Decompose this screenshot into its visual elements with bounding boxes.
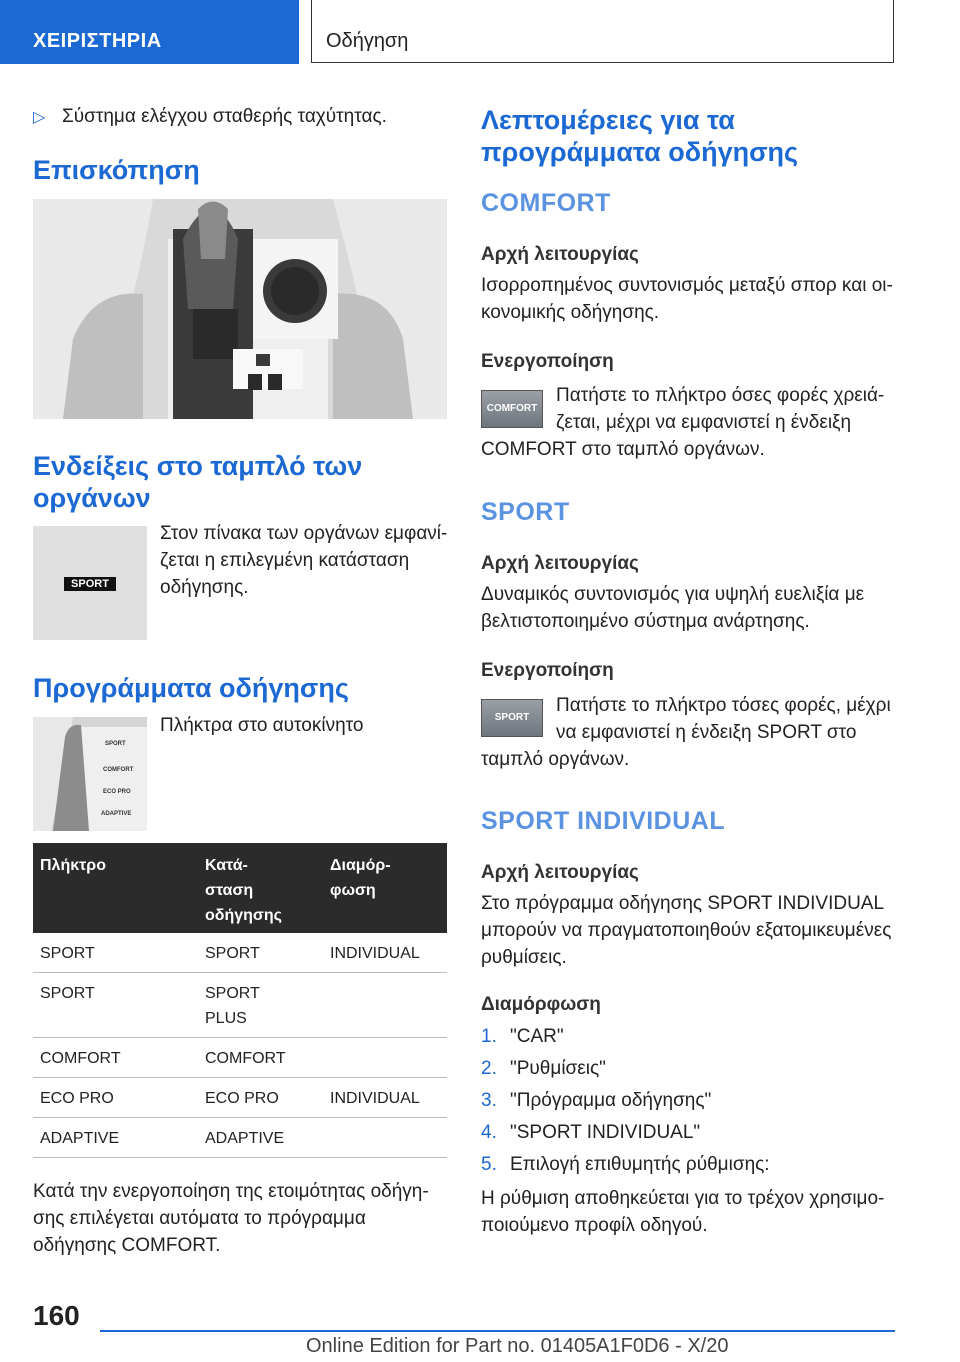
list-item: Επιλογή επιθυμητής ρύθμισης: [510,1154,770,1175]
section-tab [0,0,299,64]
comfort-activation-text-3: COMFORT στο ταμπλό οργάνων. [481,439,765,460]
table-row: ADAPTIVE ADAPTIVE [33,1118,447,1158]
sport-activation-text-2: να εμφανιστεί η ένδειξη SPORT στο [556,722,857,743]
comfort-button-label: COMFORT [486,403,538,414]
config-title: Διαμόρφωση [481,994,601,1015]
sport-principle-title: Αρχή λειτουργίας [481,553,639,574]
section-title: ΧΕΙΡΙΣΤΗΡΙΑ [33,30,162,52]
sport-indicator-label: SPORT [64,577,116,591]
footer-edition: Online Edition for Part no. 01405A1F0D6 - X/20 [306,1335,729,1357]
list-item: "Πρόγραμμα οδήγησης" [510,1090,712,1111]
closing-text: Κατά την ενεργοποίηση της ετοιμότητας οδήγη-σης επιλέγεται αυτόματα το πρόγραμμα οδήγησης COMFORT. [33,1181,429,1256]
footer-divider [100,1330,895,1332]
table-header-config: Διαμόρ- φωση [330,857,391,899]
console-overview-image [33,199,447,419]
sport-activation-text-3: ταμπλό οργάνων. [481,749,630,770]
drive-buttons-image [33,717,147,831]
table-row: SPORT SPORT INDIVIDUAL [33,933,447,973]
console-label-sport: SPORT [105,741,126,747]
sport-button-image [481,699,543,737]
list-item: "SPORT INDIVIDUAL" [510,1122,701,1143]
sport-individual-principle-text: Στο πρόγραμμα οδήγησης SPORT INDIVIDUAL μπορούν να πραγματοποιηθούν εξατομικευμένες ρυθμίσεις. [481,893,892,968]
comfort-heading: COMFORT [481,189,611,217]
console-label-eco-pro: ECO PRO [103,789,131,795]
console-label-comfort: COMFORT [103,767,134,773]
sport-heading: SPORT [481,498,570,526]
comfort-button-image [481,390,543,428]
page-number: 160 [33,1300,80,1331]
chapter-title: Οδήγηση [326,30,409,52]
list-item: "CAR" [510,1026,564,1047]
overview-title: Επισκόπηση [33,155,200,185]
table-row: SPORT SPORT PLUS [33,973,447,1038]
table-header [33,843,447,933]
drive-programs-table [33,843,447,1158]
sport-button-label: SPORT [494,712,530,723]
sport-individual-heading: SPORT INDIVIDUAL [481,807,726,835]
sport-indicator-image [33,526,147,640]
comfort-activation-title: Ενεργοποίηση [481,351,614,372]
table-row: ECO PRO ECO PRO INDIVIDUAL [33,1078,447,1118]
list-item: "Ρυθμίσεις" [510,1058,606,1079]
sport-activation-text-1: Πατήστε το πλήκτρο τόσες φορές, μέχρι [556,695,891,716]
sport-individual-closing-text: Η ρύθμιση αποθηκεύεται για το τρέχον χρησιμο-ποιούμενο προφίλ οδηγού. [481,1188,885,1236]
programs-title: Προγράμματα οδήγησης [33,673,349,703]
comfort-activation-text-2: ζεται, μέχρι να εμφανιστεί η ένδειξη [556,412,852,433]
table-header-mode: Κατά- σταση οδήγησης [205,857,282,924]
indicators-title: Ενδείξεις στο ταμπλό των οργάνων [33,451,363,513]
console-label-adaptive: ADAPTIVE [101,811,132,817]
comfort-principle-text: Ισορροπημένος συντονισμός μεταξύ σπορ και οι-κονομικής οδήγησης. [481,275,893,323]
comfort-principle-title: Αρχή λειτουργίας [481,244,639,265]
table-header-button: Πλήκτρο [40,857,106,874]
details-title: Λεπτομέρειες για τα προγράμματα οδήγησης [481,105,799,167]
comfort-activation-text-1: Πατήστε το πλήκτρο όσες φορές χρειά- [556,385,885,406]
chapter-box [311,0,894,63]
programs-text: Πλήκτρα στο αυτοκίνητο [160,715,364,736]
bullet-marker: ▷ [33,109,46,126]
sport-individual-principle-title: Αρχή λειτουργίας [481,862,639,883]
bullet-text: Σύστημα ελέγχου σταθερής ταχύτητας. [62,106,387,127]
sport-activation-title: Ενεργοποίηση [481,660,614,681]
sport-principle-text: Δυναμικός συντονισμός για υψηλή ευελιξία με βελτιστοποιημένο σύστημα ανάρτησης. [481,584,865,632]
table-row: COMFORT COMFORT [33,1038,447,1078]
indicators-text: Στον πίνακα των οργάνων εμφανί-ζεται η επιλεγμένη κατάσταση οδήγησης. [160,523,448,598]
